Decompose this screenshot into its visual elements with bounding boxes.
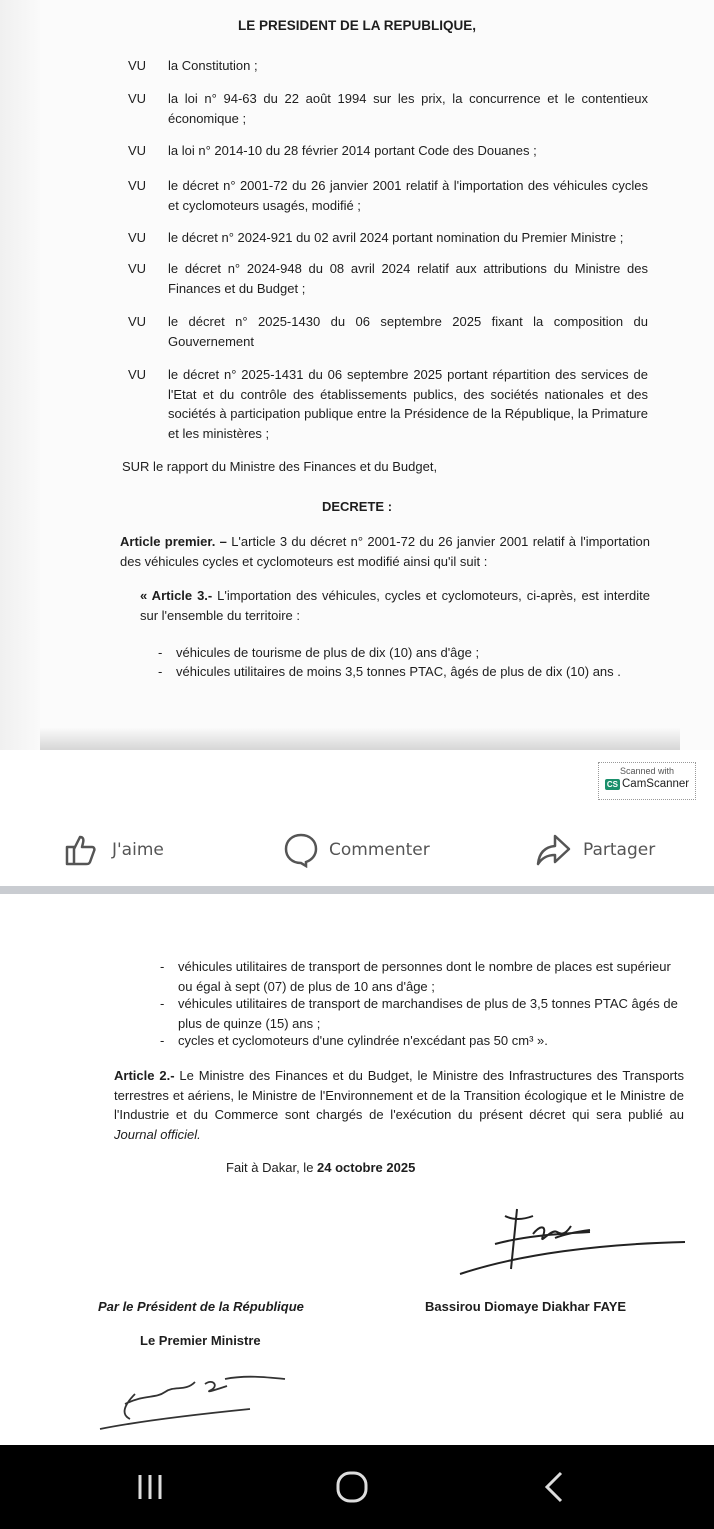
comment-icon	[283, 832, 319, 868]
vu-label: VU	[128, 91, 147, 106]
visa-text: le décret n° 2001-72 du 26 janvier 2001 relatif à l'importation des véhicules cycles et cyclomoteurs usagés, modifié ;	[168, 178, 648, 213]
badge-caption: Scanned with	[619, 766, 675, 776]
visa-text: la loi n° 2014-10 du 28 février 2014 portant Code des Douanes ;	[168, 143, 537, 158]
comment-label: Commenter	[329, 840, 430, 860]
visa-item	[128, 259, 648, 298]
thumbs-up-icon	[64, 833, 102, 867]
bullet-item: - cycles et cyclomoteurs d'une cylindrée n'excédant pas 50 cm³ ».	[160, 1031, 680, 1051]
visa-text: la loi n° 94-63 du 22 août 1994 sur les prix, la concurrence et le contentieux économique ;	[168, 91, 648, 126]
scan-edge	[0, 0, 40, 750]
article-premier	[120, 532, 650, 571]
visa-text: la Constitution ;	[168, 58, 258, 73]
decrete-heading: DECRETE :	[321, 499, 393, 514]
bullet-item: - véhicules utilitaires de transport de personnes dont le nombre de places est supérieur ou égal à sept (07) de plus de 10 ans d'âge ;	[160, 957, 680, 996]
visa-item	[128, 312, 648, 351]
fait-a-dakar	[226, 1158, 415, 1178]
journal-officiel: Journal officiel.	[114, 1126, 201, 1142]
scan-shadow	[40, 728, 680, 750]
vu-label: VU	[128, 261, 147, 276]
article-3	[140, 586, 650, 625]
share-icon	[535, 833, 573, 867]
bullet-text: véhicules utilitaires de transport de personnes dont le nombre de places est supérieur ou égal à sept (07) de plus de 10 ans d'âge ;	[178, 959, 671, 994]
back-button[interactable]	[514, 1445, 594, 1529]
android-nav-bar	[0, 1445, 714, 1529]
prime-minister-signature	[95, 1364, 295, 1434]
visa-text: le décret n° 2025-1430 du 06 septembre 2025 fixant la composition du Gouvernement	[168, 314, 648, 349]
article-label: Article premier. –	[120, 534, 227, 549]
article-text: L'article 3 du décret n° 2001-72 du 26 janvier 2001 relatif à l'importation des véhicules cycles et cyclomoteurs est modifié ainsi qu'il suit :	[120, 534, 651, 569]
visa-item	[128, 176, 648, 215]
bullet-text: véhicules utilitaires de moins 3,5 tonnes PTAC, âgés de plus de dix (10) ans .	[176, 664, 621, 679]
post-action-bar	[0, 820, 714, 880]
recent-apps-icon	[135, 1472, 165, 1502]
article-2	[114, 1066, 684, 1144]
home-icon	[335, 1470, 369, 1504]
article-label: Article 2.-	[114, 1068, 175, 1083]
vu-label: VU	[128, 314, 147, 329]
article-text: Le Ministre des Finances et du Budget, le Ministre des Infrastructures des Transports terrestres et aériens, le Ministre de l'Environnement et de la Transition écologique et le Ministre de l'Industrie et du Commerce sont chargés de l'exécution du présent décret qui sera publié au	[114, 1068, 684, 1122]
visa-item	[128, 228, 648, 248]
recent-apps-button[interactable]	[110, 1445, 190, 1529]
visa-text: le décret n° 2024-921 du 02 avril 2024 portant nomination du Premier Ministre ;	[168, 230, 624, 245]
bullet-item: - véhicules utilitaires de transport de marchandises de plus de 3,5 tonnes PTAC âgés de plus de quinze (15) ans ;	[160, 994, 680, 1033]
badge-brand: CamScanner	[622, 778, 690, 790]
home-button[interactable]	[312, 1445, 392, 1529]
vu-label: VU	[128, 143, 147, 158]
vu-label: VU	[128, 178, 147, 193]
back-icon	[539, 1470, 569, 1504]
bullet-text: véhicules de tourisme de plus de dix (10) ans d'âge ;	[176, 645, 480, 660]
bullet-text: cycles et cyclomoteurs d'une cylindrée n'excédant pas 50 cm³ ».	[178, 1033, 548, 1048]
fait-text: Fait à Dakar, le	[226, 1160, 318, 1175]
rapport-text: SUR le rapport du Ministre des Finances et du Budget,	[122, 459, 438, 474]
visa-item	[128, 141, 648, 161]
visa-text: le décret n° 2025-1431 du 06 septembre 2025 portant répartition des services de l'Etat et du contrôle des établissements publics, des sociétés nationales et des sociétés à participation publique entre la Présidence de la République, la Primature et les ministères ;	[168, 367, 648, 441]
bullet-item: - véhicules utilitaires de moins 3,5 tonnes PTAC, âgés de plus de dix (10) ans .	[158, 662, 678, 682]
par-le-president: Par le Président de la République	[98, 1299, 304, 1314]
document-page-2[interactable]	[0, 894, 714, 1445]
document-page-1[interactable]	[0, 0, 714, 750]
share-label: Partager	[583, 840, 656, 860]
post-divider	[0, 886, 714, 894]
vu-label: VU	[128, 58, 147, 73]
visa-text: le décret n° 2024-948 du 08 avril 2024 relatif aux attributions du Ministre des Finances et du Budget ;	[168, 261, 648, 296]
president-name: Bassirou Diomaye Diakhar FAYE	[425, 1299, 627, 1314]
like-button[interactable]	[64, 820, 164, 880]
visa-item	[128, 56, 648, 76]
like-label: J'aime	[112, 840, 164, 860]
camscanner-badge	[598, 762, 696, 800]
article-text: L'importation des véhicules, cycles et cyclomoteurs, ci-après, est interdite sur l'ensemble du territoire :	[140, 588, 650, 623]
decree-date: 24 octobre 2025	[317, 1160, 416, 1175]
visa-item	[128, 89, 648, 128]
share-button[interactable]	[535, 820, 655, 880]
bullet-item: - véhicules de tourisme de plus de dix (10) ans d'âge ;	[158, 643, 678, 663]
bullet-text: véhicules utilitaires de transport de marchandises de plus de 3,5 tonnes PTAC âgés de plus de quinze (15) ans ;	[178, 996, 678, 1031]
article-label: « Article 3.-	[140, 588, 213, 603]
document-title: LE PRESIDENT DE LA REPUBLIQUE,	[237, 18, 477, 33]
vu-label: VU	[128, 230, 147, 245]
president-signature	[455, 1204, 690, 1279]
visa-item	[128, 365, 648, 443]
premier-ministre-title: Le Premier Ministre	[140, 1333, 261, 1348]
comment-button[interactable]	[283, 820, 430, 880]
camscanner-logo-icon: CS	[606, 779, 618, 789]
vu-label: VU	[128, 367, 147, 382]
